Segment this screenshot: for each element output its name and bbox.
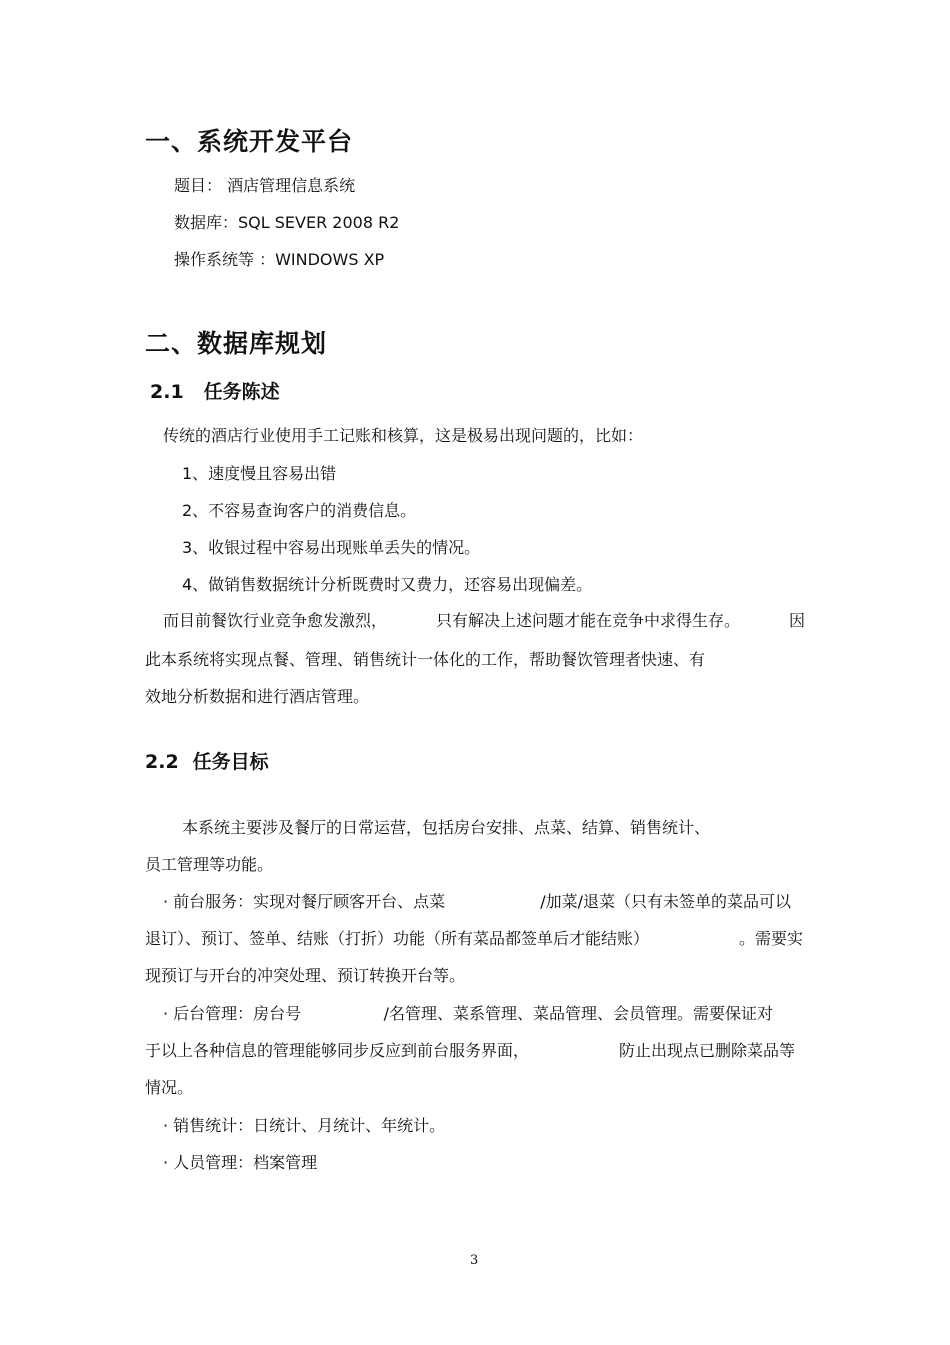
text-segment: 。需要实	[738, 929, 803, 948]
text-segment: 防止出现点已删除菜品等	[618, 1041, 795, 1060]
text-segment: 因	[788, 611, 805, 630]
subsection-title: 任务陈述	[203, 381, 280, 403]
paragraph-line: 员工管理等功能。	[145, 855, 274, 874]
paragraph-line	[163, 610, 805, 632]
subsection-heading-2-2	[145, 750, 269, 774]
list-item: · 销售统计：日统计、月统计、年统计。	[163, 1116, 446, 1135]
paragraph-line: 情况。	[145, 1078, 194, 1097]
list-item: 3、收银过程中容易出现账单丢失的情况。	[182, 538, 481, 557]
text-segment: 而目前餐饮行业竞争愈发激烈，	[163, 611, 388, 630]
paragraph-line	[163, 1003, 773, 1025]
paragraph-line: 现预订与开台的冲突处理、预订转换开台等。	[145, 966, 466, 985]
subsection-number: 2.1	[150, 381, 184, 403]
subsection-number: 2.2	[145, 751, 179, 773]
text-segment: · 后台管理：房台号	[163, 1004, 302, 1023]
subsection-heading-2-1	[150, 380, 280, 404]
text-segment: 退订）、预订、签单、结账（打折）功能（所有菜品都签单后才能结账）	[145, 929, 650, 948]
text-segment: /名管理、菜系管理、菜品管理、会员管理。需要保证对	[383, 1004, 773, 1023]
section-heading-platform: 一、系统开发平台	[145, 127, 354, 156]
section-heading-db-planning: 二、数据库规划	[145, 329, 328, 358]
platform-item-topic: 题目： 酒店管理信息系统	[174, 176, 356, 195]
list-item: 2、不容易查询客户的消费信息。	[182, 501, 417, 520]
paragraph-line	[145, 1040, 795, 1062]
list-item: 1、速度慢且容易出错	[182, 464, 337, 483]
platform-item-os: 操作系统等 ：WINDOWS XP	[174, 250, 385, 269]
paragraph-line	[145, 928, 803, 950]
text-segment: · 前台服务：实现对餐厅顾客开台、点菜	[163, 892, 446, 911]
paragraph-line: 效地分析数据和进行酒店管理。	[145, 687, 370, 706]
platform-item-database: 数据库：SQL SEVER 2008 R2	[174, 213, 400, 232]
list-item: · 人员管理：档案管理	[163, 1153, 318, 1172]
subsection-title: 任务目标	[192, 751, 269, 773]
paragraph-line: 本系统主要涉及餐厅的日常运营，包括房台安排、点菜、结算、销售统计、	[182, 818, 711, 837]
page-number: 3	[470, 1253, 479, 1268]
list-item: 4、做销售数据统计分析既费时又费力，还容易出现偏差。	[182, 575, 593, 594]
text-segment: /加菜/退菜（只有未签单的菜品可以	[540, 892, 791, 911]
paragraph-line: 此本系统将实现点餐、管理、销售统计一体化的工作，帮助餐饮管理者快速、有	[145, 650, 706, 669]
text-segment: 只有解决上述问题才能在竞争中求得生存。	[435, 611, 740, 630]
text-segment: 于以上各种信息的管理能够同步反应到前台服务界面，	[145, 1041, 530, 1060]
task-statement-intro: 传统的酒店行业使用手工记账和核算，这是极易出现问题的，比如：	[163, 426, 644, 445]
paragraph-line	[163, 891, 791, 913]
